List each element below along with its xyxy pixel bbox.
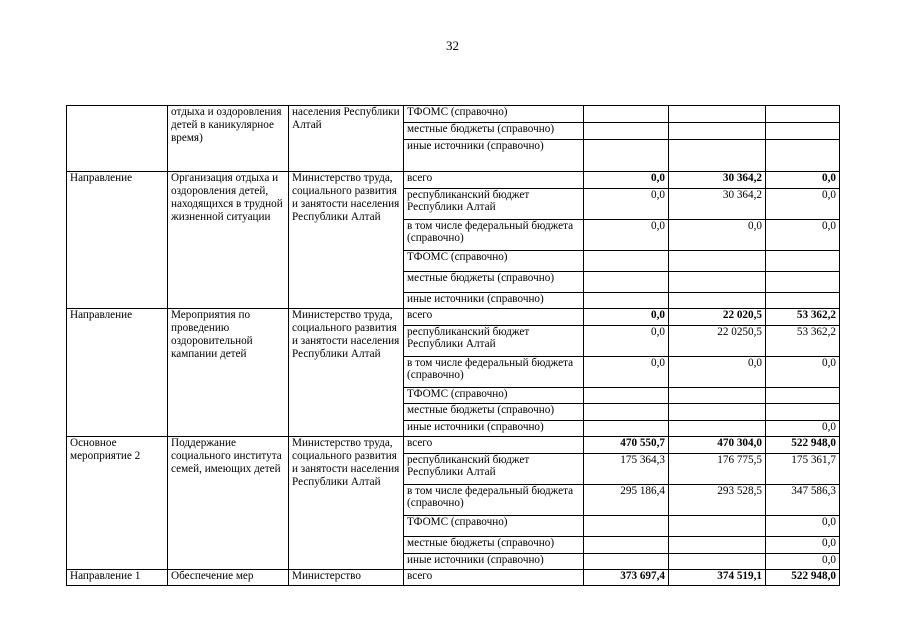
value-cell-v3: 0,0 — [766, 516, 840, 537]
source-cell: ТФОМС (справочно) — [404, 106, 584, 123]
value-cell-v2: 22 020,5 — [669, 309, 766, 326]
table-row — [67, 437, 840, 454]
source-cell: местные бюджеты (справочно) — [404, 404, 584, 421]
value-cell-v2 — [669, 537, 766, 554]
source-cell: в том числе федеральный бюджета (справочно) — [404, 220, 584, 251]
row-executor-cell: Министерство — [289, 570, 404, 586]
value-cell-v2 — [669, 388, 766, 404]
value-cell-v1: 0,0 — [584, 309, 669, 326]
value-cell-v2 — [669, 106, 766, 123]
value-cell-v1 — [584, 404, 669, 421]
row-executor-cell: населения Республики Алтай — [289, 106, 404, 172]
row-type-cell: Основное мероприятие 2 — [67, 437, 168, 570]
value-cell-v1 — [584, 272, 669, 293]
source-cell: иные источники (справочно) — [404, 140, 584, 172]
value-cell-v2 — [669, 421, 766, 437]
value-cell-v1: 0,0 — [584, 172, 669, 189]
source-cell: местные бюджеты (справочно) — [404, 537, 584, 554]
value-cell-v1 — [584, 537, 669, 554]
row-executor-cell: Министерство труда, социального развития и занятости населения Республики Алтай — [289, 172, 404, 309]
value-cell-v3 — [766, 251, 840, 272]
row-name-cell: Обеспечение мер — [168, 570, 289, 586]
value-cell-v3: 522 948,0 — [766, 570, 840, 586]
source-cell: республиканский бюджет Республики Алтай — [404, 189, 584, 220]
row-type-cell: Направление — [67, 172, 168, 309]
table-row — [67, 106, 840, 123]
value-cell-v1: 0,0 — [584, 326, 669, 357]
value-cell-v1: 0,0 — [584, 357, 669, 388]
value-cell-v2: 176 775,5 — [669, 454, 766, 485]
source-cell: иные источники (справочно) — [404, 554, 584, 570]
value-cell-v3: 347 586,3 — [766, 485, 840, 516]
source-cell: местные бюджеты (справочно) — [404, 272, 584, 293]
budget-table — [66, 105, 840, 586]
value-cell-v3 — [766, 404, 840, 421]
source-cell: местные бюджеты (справочно) — [404, 123, 584, 140]
row-executor-cell: Министерство труда, социального развития и занятости населения Республики Алтай — [289, 309, 404, 437]
source-cell: всего — [404, 570, 584, 586]
value-cell-v3: 0,0 — [766, 172, 840, 189]
value-cell-v3: 0,0 — [766, 220, 840, 251]
value-cell-v1: 295 186,4 — [584, 485, 669, 516]
value-cell-v2: 0,0 — [669, 220, 766, 251]
value-cell-v1: 0,0 — [584, 220, 669, 251]
value-cell-v3: 0,0 — [766, 554, 840, 570]
source-cell: иные источники (справочно) — [404, 421, 584, 437]
value-cell-v1: 470 550,7 — [584, 437, 669, 454]
source-cell: в том числе федеральный бюджета (справочно) — [404, 485, 584, 516]
value-cell-v2: 374 519,1 — [669, 570, 766, 586]
value-cell-v1 — [584, 388, 669, 404]
value-cell-v1: 373 697,4 — [584, 570, 669, 586]
value-cell-v2: 470 304,0 — [669, 437, 766, 454]
value-cell-v2 — [669, 404, 766, 421]
value-cell-v1: 0,0 — [584, 189, 669, 220]
value-cell-v1 — [584, 421, 669, 437]
row-executor-cell: Министерство труда, социального развития и занятости населения Республики Алтай — [289, 437, 404, 570]
table-row — [67, 172, 840, 189]
value-cell-v3: 0,0 — [766, 421, 840, 437]
value-cell-v2: 30 364,2 — [669, 172, 766, 189]
page-number: 32 — [446, 38, 459, 53]
value-cell-v1 — [584, 516, 669, 537]
table-row — [67, 309, 840, 326]
value-cell-v1 — [584, 554, 669, 570]
value-cell-v2: 293 528,5 — [669, 485, 766, 516]
value-cell-v2: 22 0250,5 — [669, 326, 766, 357]
source-cell: всего — [404, 437, 584, 454]
value-cell-v2 — [669, 140, 766, 172]
value-cell-v3 — [766, 272, 840, 293]
value-cell-v1 — [584, 140, 669, 172]
value-cell-v1 — [584, 293, 669, 309]
source-cell: всего — [404, 309, 584, 326]
value-cell-v3: 175 361,7 — [766, 454, 840, 485]
value-cell-v2: 0,0 — [669, 357, 766, 388]
table-row — [67, 570, 840, 586]
value-cell-v3: 522 948,0 — [766, 437, 840, 454]
value-cell-v3: 0,0 — [766, 189, 840, 220]
value-cell-v1 — [584, 123, 669, 140]
source-cell: ТФОМС (справочно) — [404, 251, 584, 272]
source-cell: иные источники (справочно) — [404, 293, 584, 309]
value-cell-v3 — [766, 293, 840, 309]
value-cell-v2 — [669, 123, 766, 140]
row-type-cell: Направление — [67, 309, 168, 437]
row-type-cell: Направление 1 — [67, 570, 168, 586]
row-name-cell: Мероприятия по проведению оздоровительной кампании детей — [168, 309, 289, 437]
source-cell: республиканский бюджет Республики Алтай — [404, 326, 584, 357]
row-name-cell: Организация отдыха и оздоровления детей, находящихся в трудной жизненной ситуации — [168, 172, 289, 309]
value-cell-v3: 0,0 — [766, 357, 840, 388]
value-cell-v3 — [766, 106, 840, 123]
source-cell: ТФОМС (справочно) — [404, 388, 584, 404]
source-cell: республиканский бюджет Республики Алтай — [404, 454, 584, 485]
value-cell-v3 — [766, 388, 840, 404]
value-cell-v2 — [669, 293, 766, 309]
value-cell-v2 — [669, 272, 766, 293]
source-cell: в том числе федеральный бюджета (справочно) — [404, 357, 584, 388]
value-cell-v1 — [584, 251, 669, 272]
value-cell-v3 — [766, 140, 840, 172]
value-cell-v3: 53 362,2 — [766, 326, 840, 357]
row-name-cell: отдыха и оздоровления детей в каникулярное время) — [168, 106, 289, 172]
value-cell-v1: 175 364,3 — [584, 454, 669, 485]
value-cell-v2: 30 364,2 — [669, 189, 766, 220]
value-cell-v2 — [669, 554, 766, 570]
value-cell-v3: 0,0 — [766, 537, 840, 554]
row-name-cell: Поддержание социального института семей, имеющих детей — [168, 437, 289, 570]
value-cell-v3 — [766, 123, 840, 140]
source-cell: всего — [404, 172, 584, 189]
value-cell-v2 — [669, 251, 766, 272]
row-type-cell — [67, 106, 168, 172]
value-cell-v1 — [584, 106, 669, 123]
source-cell: ТФОМС (справочно) — [404, 516, 584, 537]
value-cell-v3: 53 362,2 — [766, 309, 840, 326]
value-cell-v2 — [669, 516, 766, 537]
